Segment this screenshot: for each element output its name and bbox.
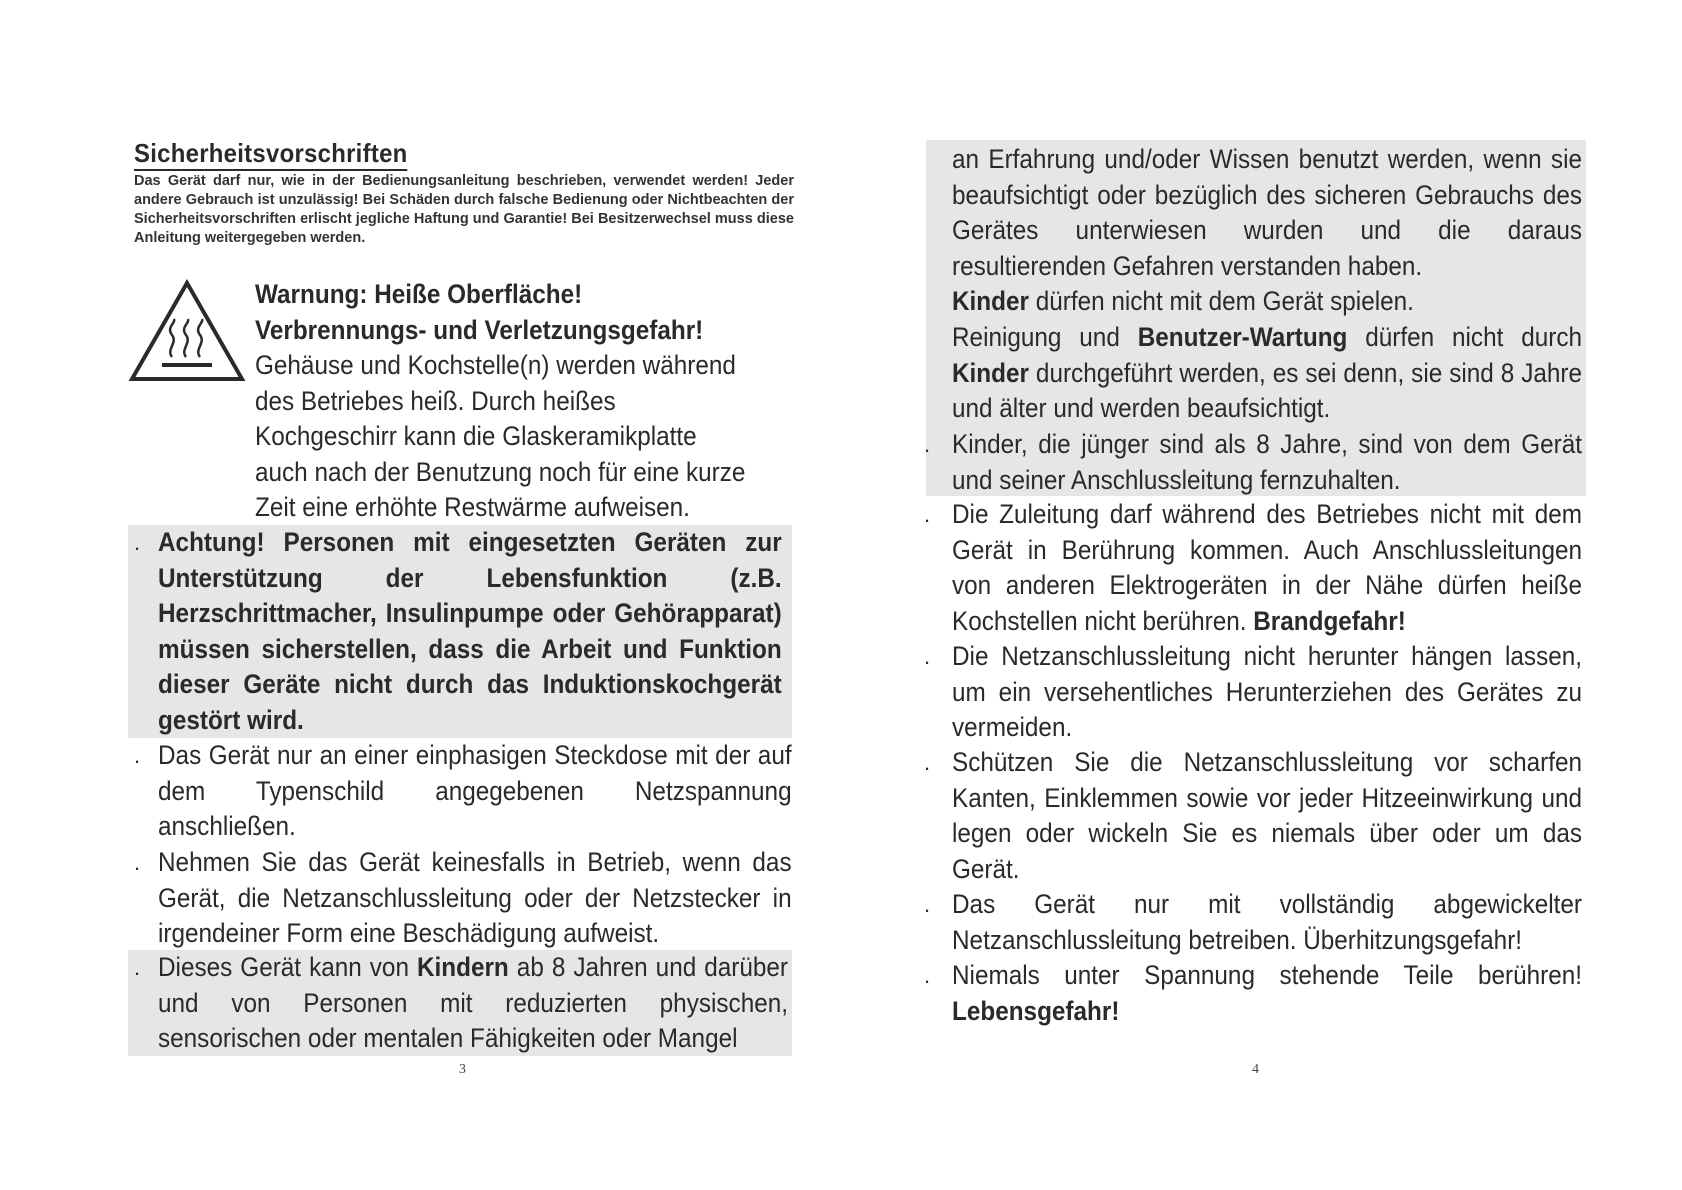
list-item [924, 958, 1582, 1029]
hot-surface-warning-icon [128, 279, 246, 383]
bullet-dot: . [924, 963, 931, 988]
continuation-paragraph: an Erfahrung und/oder Wissen benutzt werden, wenn sie beaufsichtigt oder bezüglich des sicheren Gebrauchs des Gerätes unterwiesen wurden und die daraus resultierenden Gefahren verstanden haben. Kinder dürfen nicht mit dem Gerät spielen. [952, 144, 1582, 316]
list-item [134, 738, 792, 845]
bullet-dot: . [134, 530, 141, 555]
page-number: 3 [459, 1062, 466, 1077]
bullet-dot: . [134, 743, 141, 768]
list-item [924, 639, 1582, 746]
bullet-text: Achtung! Personen mit eingesetzten Geräten zur Unterstützung der Lebensfunktion (z.B. Herzschrittmacher, Insulinpumpe oder Gehörapparat) müssen sicherstellen, dass die Arbeit und Funktion dieser Geräte nicht durch das Induktionskochgerät gestört wird. [158, 527, 782, 735]
bullet-text: Dieses Gerät kann von Kindern ab 8 Jahren und darüber und von Personen mit reduzierten physischen, sensorischen oder mentalen Fähigkeiten oder Mangel [158, 952, 788, 1053]
bullet-text: Kinder, die jünger sind als 8 Jahre, sind von dem Gerät und seiner Anschlussleitung fernzuhalten. [952, 429, 1582, 495]
bullet-dot: . [134, 850, 141, 875]
warning-heading-1: Warnung: Heiße Oberfläche! [255, 279, 583, 309]
intro-paragraph: Das Gerät darf nur, wie in der Bedienungsanleitung beschrieben, verwendet werden! Jeder andere Gebrauch ist unzulässig! Bei Schäden durch falsche Bedienung oder Nichtbeachten der Sicherheitsvorschriften erlischt jegliche Haftung und Garantie! Bei Besitzerwechsel muss diese Anleitung weitergegeben werden. [134, 173, 794, 246]
warning-block [255, 277, 746, 526]
list-item [128, 950, 792, 1056]
bullet-dot: . [924, 502, 931, 527]
bullet-text: Das Gerät nur mit vollständig abgewickelter Netzanschlussleitung betreiben. Überhitzungsgefahr! [952, 889, 1582, 955]
bullet-dot: . [924, 892, 931, 917]
bullet-text: Schützen Sie die Netzanschlussleitung vor scharfen Kanten, Einklemmen sowie vor jeder Hitzeeinwirkung und legen oder wickeln Sie es niemals über oder um das Gerät. [952, 747, 1582, 884]
bullet-dot: . [924, 750, 931, 775]
list-item [924, 745, 1582, 887]
list-item [924, 427, 1582, 498]
bullet-text: Die Zuleitung darf während des Betriebes nicht mit dem Gerät in Berührung kommen. Auch Anschlussleitungen von anderen Elektrogeräten in der Nähe dürfen heiße Kochstellen nicht berühren. Brandgefahr! [952, 499, 1582, 636]
page-number: 4 [1252, 1062, 1259, 1077]
list-item [924, 497, 1582, 639]
bullet-dot: . [134, 955, 141, 980]
cleaning-paragraph: Reinigung und Benutzer-Wartung dürfen nicht durch Kinder durchgeführt werden, es sei denn, sie sind 8 Jahre und älter und werden beaufsichtigt. [952, 322, 1582, 423]
list-item [134, 845, 792, 952]
bullet-dot: . [924, 644, 931, 669]
warning-heading-2: Verbrennungs- und Verletzungsgefahr! [255, 314, 704, 345]
bullet-text: Die Netzanschlussleitung nicht herunter hängen lassen, um ein versehentliches Herunterziehen des Gerätes zu vermeiden. [952, 641, 1582, 742]
bullet-text: Niemals unter Spannung stehende Teile berühren! Lebensgefahr! [952, 960, 1582, 1026]
list-item [128, 525, 792, 738]
bullet-text: Nehmen Sie das Gerät keinesfalls in Betrieb, wenn das Gerät, die Netzanschlussleitung oder der Netzstecker in irgendeiner Form eine Beschädigung aufweist. [158, 847, 792, 948]
section-title: Sicherheitsvorschriften [134, 138, 408, 171]
bullet-text: Das Gerät nur an einer einphasigen Steckdose mit der auf dem Typenschild angegebenen Netzspannung anschließen. [158, 740, 792, 841]
warning-text: Gehäuse und Kochstelle(n) werden während des Betriebes heiß. Durch heißes Kochgeschirr kann die Glaskeramikplatte auch nach der Benutzung noch für eine kurze Zeit eine erhöhte Restwärme aufweisen. [255, 350, 746, 522]
list-item [924, 887, 1582, 958]
bullet-dot: . [924, 432, 931, 457]
